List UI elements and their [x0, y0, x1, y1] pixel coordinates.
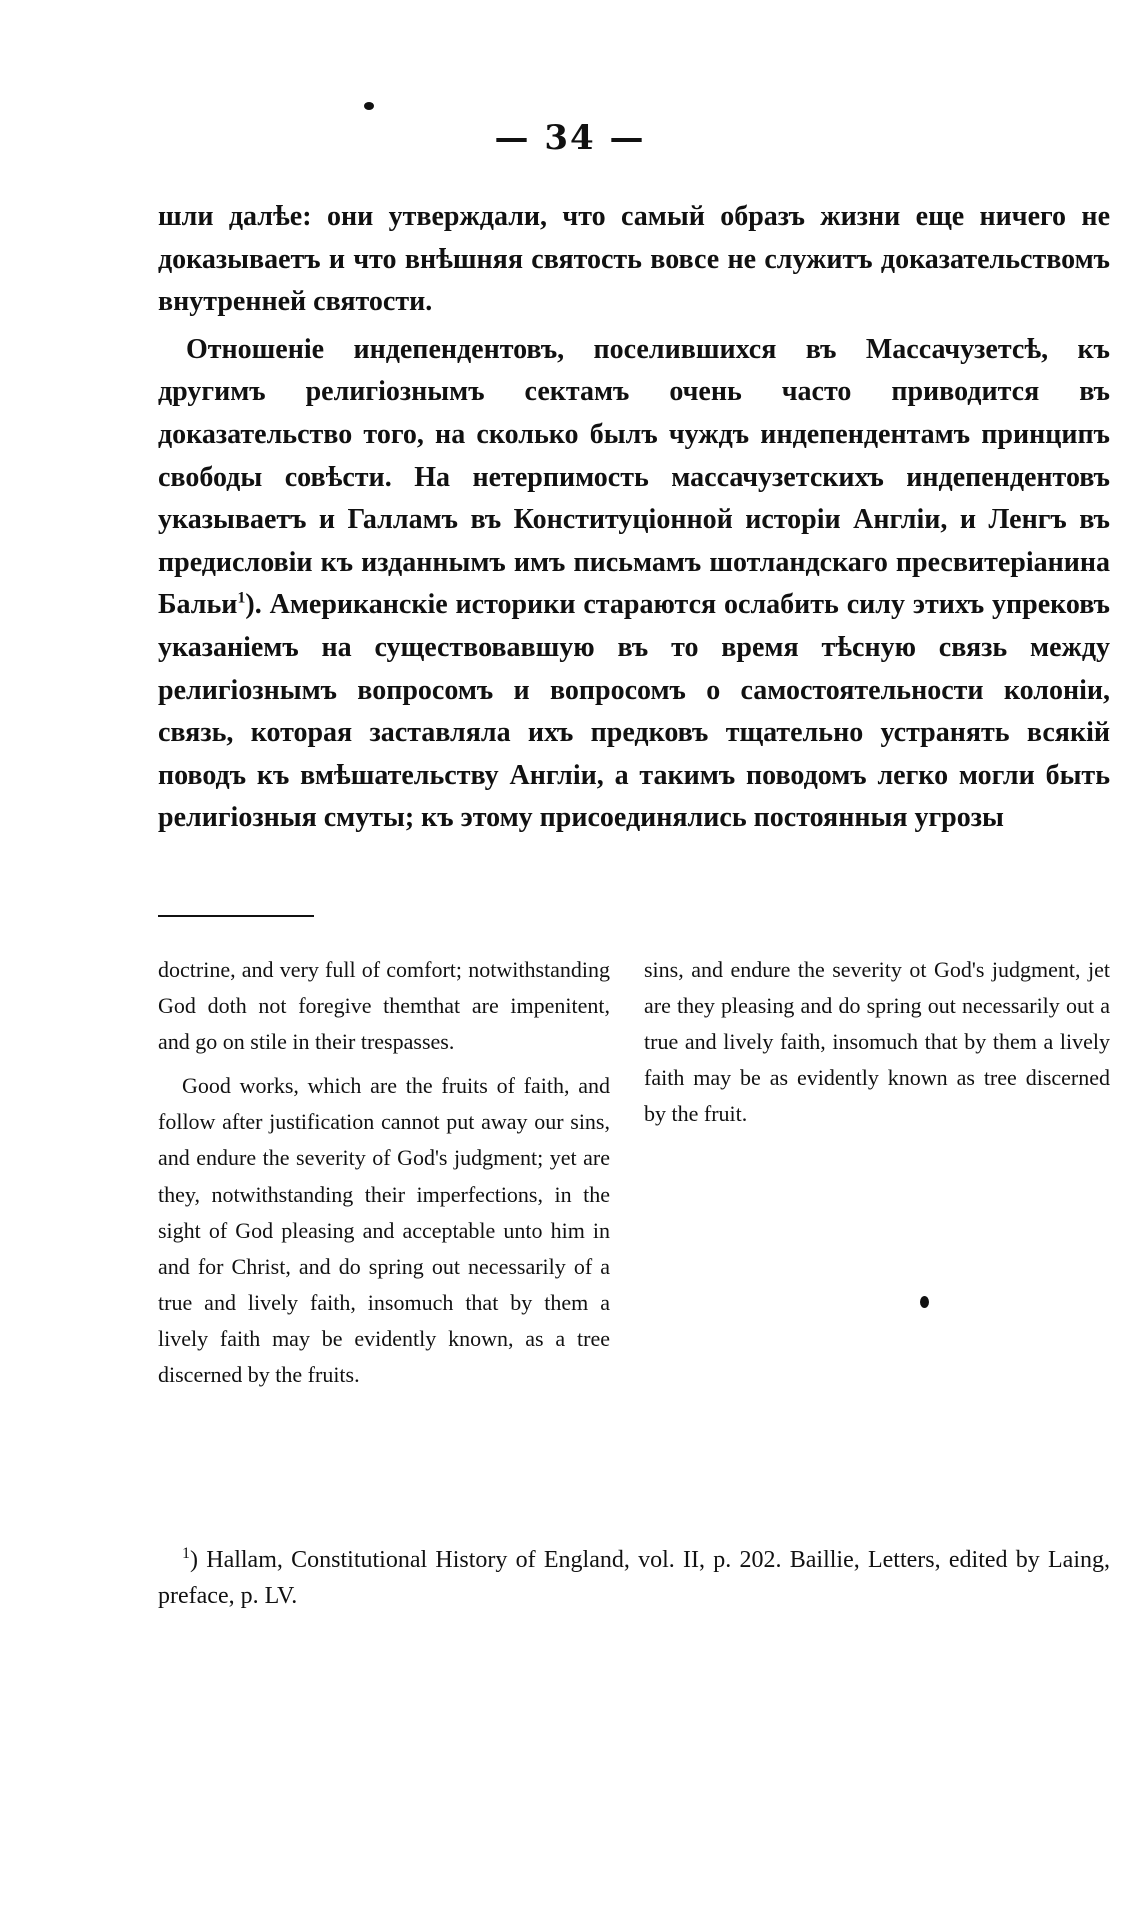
- ink-speck: [364, 102, 374, 110]
- quote-column-right: [644, 952, 1110, 1132]
- main-paragraph: шли далѣе: они утверждали, что самый образъ жизни еще ничего не доказываетъ и что внѣшняя святость вовсе не служитъ доказательствомъ внутренней святости.: [158, 201, 1110, 318]
- quote-paragraph: Good works, which are the fruits of faith, and follow after justification cannot put away our sins, and endure the severity of God's judgment; yet are they, notwithstanding their imperfections, in the sight of God pleasing and acceptable unto him in and for Christ, and do spring out necessarily of a true and lively faith, insomuch that by them a lively faith may be evidently known, as a tree discerned by the fruits.: [158, 1073, 610, 1388]
- footnote-body: ) Hallam, Constitutional History of England, vol. II, p. 202. Baillie, Letters, edited by Laing, preface, p. LV.: [158, 1547, 1110, 1609]
- main-text: [158, 196, 1110, 840]
- main-paragraph-text: Отношеніе индепендентовъ, поселившихся въ Массачузетсѣ, къ другимъ религіознымъ сектамъ очень часто приводится въ доказательство того, на сколько былъ чуждъ индепендентамъ принципъ свободы совѣсти. На нетерпимость массачузетскихъ индепендентовъ указываетъ и Галламъ въ Конституціонной исторіи Англіи, и Ленгъ въ предисловіи къ изданнымъ имъ письмамъ шотландскаго пресвитеріанина Бальи: [158, 333, 1110, 621]
- footnote: [158, 1542, 1110, 1614]
- main-paragraph: [158, 329, 1110, 840]
- quote-column-left: [158, 952, 610, 1393]
- page-number: — 34 —: [494, 118, 646, 158]
- ink-speck: [920, 1296, 929, 1308]
- quote-paragraph: doctrine, and very full of comfort; notwithstanding God doth not foregive themthat are impenitent, and go on stile in their trespasses.: [158, 957, 610, 1055]
- quote-paragraph: sins, and endure the severity ot God's judgment, jet are they pleasing and do spring out necessarily out a true and lively faith, insomuch that by them a lively faith may be as evidently known as tree discerned by the fruit.: [644, 957, 1110, 1127]
- footnote-reference[interactable]: 1: [237, 590, 246, 608]
- footnote-divider: [158, 915, 314, 917]
- footnote-text: [158, 1542, 1110, 1614]
- main-paragraph-text: ). Американскіе историки стараются ослабить силу этихъ упрековъ указаніемъ на существовавшую въ то время тѣсную связь между религіознымъ вопросомъ и вопросомъ о самостоятельности колоніи, связь, которая заставляла ихъ предковъ тщательно устранять всякій поводъ къ вмѣшательству Англіи, а такимъ поводомъ легко могли быть религіозныя смуты; къ этому присоединялись постоянныя угрозы: [158, 589, 1110, 834]
- footnote-marker: 1: [182, 1545, 190, 1562]
